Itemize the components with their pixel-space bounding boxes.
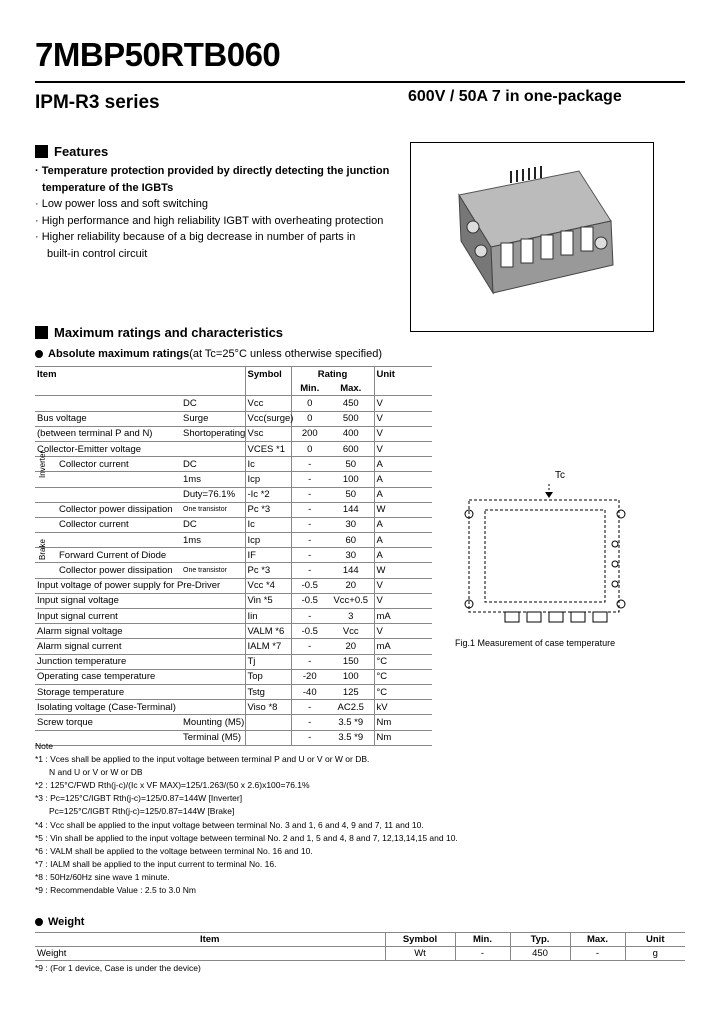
cell-item: Storage temperature bbox=[37, 686, 125, 698]
table-row bbox=[35, 517, 432, 532]
cell-min: - bbox=[291, 563, 328, 578]
note-line: *2 : 125°C/FWD Rth(j-c)/(Ic x VF MAX)=125/1.263/(50 x 2.6)x100=76.1% bbox=[35, 780, 310, 791]
cell-item: Input voltage of power supply for Pre-Driver bbox=[37, 580, 221, 592]
cell-max: Vcc+0.5 bbox=[333, 595, 369, 607]
cell-max: 60 bbox=[345, 534, 357, 546]
ratings-heading bbox=[35, 325, 283, 340]
cell-cond bbox=[181, 700, 245, 715]
cell-symbol: Vcc bbox=[245, 396, 291, 411]
cell-max: 100 bbox=[342, 671, 359, 683]
cell-item: Isolating voltage (Case-Terminal) bbox=[37, 701, 176, 713]
cell-min: - bbox=[291, 639, 328, 654]
cell-max: 50 bbox=[345, 458, 357, 470]
cell-cond: 1ms bbox=[183, 534, 201, 546]
cell-cond: One transistor bbox=[183, 506, 227, 514]
cell-item: Operating case temperature bbox=[37, 671, 156, 683]
cell-symbol: Ic bbox=[245, 457, 291, 472]
cell-unit: A bbox=[374, 472, 432, 487]
header-unit: Unit bbox=[374, 367, 432, 382]
cell-max: 144 bbox=[342, 504, 359, 516]
table-row bbox=[35, 487, 432, 502]
bullet-icon bbox=[35, 918, 43, 926]
table-row bbox=[35, 563, 432, 578]
cell-unit: A bbox=[374, 533, 432, 548]
weight-header-max: Max. bbox=[570, 933, 625, 947]
ratings-table bbox=[35, 366, 432, 746]
cell-item: Forward Current of Diode bbox=[59, 549, 167, 561]
header-max: Max. bbox=[340, 382, 362, 394]
cell-cond bbox=[181, 669, 245, 684]
table-row bbox=[35, 548, 432, 563]
cell-max: 3.5 *9 bbox=[338, 716, 364, 728]
group-inverter: Inverter bbox=[38, 450, 47, 478]
cell-cond bbox=[181, 441, 245, 456]
cell-min: - bbox=[291, 457, 328, 472]
cell-min: 200 bbox=[291, 426, 328, 441]
cell-item: Collector current bbox=[59, 519, 129, 531]
weight-header-item: Item bbox=[199, 934, 220, 945]
ratings-subheading bbox=[35, 348, 382, 360]
cell-max: 30 bbox=[345, 549, 357, 561]
weight-cell-min: - bbox=[455, 947, 510, 961]
features-heading bbox=[35, 144, 108, 159]
cell-min: - bbox=[291, 487, 328, 502]
cell-max: 20 bbox=[345, 640, 357, 652]
bullet-icon bbox=[35, 350, 43, 358]
cell-min: - bbox=[291, 517, 328, 532]
figure-caption: Fig.1 Measurement of case temperature bbox=[455, 638, 616, 648]
cell-unit: V bbox=[374, 426, 432, 441]
cell-symbol: Iin bbox=[245, 609, 291, 624]
cell-symbol: IF bbox=[245, 548, 291, 563]
cell-min: -0.5 bbox=[291, 624, 328, 639]
cell-unit: W bbox=[374, 563, 432, 578]
cell-cond: One transistor bbox=[183, 567, 227, 575]
cell-unit: °C bbox=[374, 654, 432, 669]
cell-min: - bbox=[291, 700, 328, 715]
table-row bbox=[35, 669, 432, 684]
cell-symbol: Tj bbox=[245, 654, 291, 669]
cell-min: - bbox=[291, 715, 328, 730]
cell-max: 144 bbox=[342, 565, 359, 577]
note-line: N and U or V or W or DB bbox=[49, 767, 143, 778]
features-list bbox=[35, 163, 405, 262]
cell-cond bbox=[181, 548, 245, 563]
cell-unit: A bbox=[374, 517, 432, 532]
weight-cell-max: - bbox=[570, 947, 625, 961]
table-row bbox=[35, 654, 432, 669]
cell-cond: DC bbox=[183, 519, 197, 531]
table-row bbox=[35, 639, 432, 654]
page-title: 7MBP50RTB060 bbox=[35, 36, 281, 73]
cell-unit: A bbox=[374, 457, 432, 472]
cell-min: -20 bbox=[291, 669, 328, 684]
product-photo bbox=[410, 142, 654, 332]
cell-symbol bbox=[245, 715, 291, 730]
feature-item: temperature of the IGBTs bbox=[42, 181, 174, 194]
weight-header-symbol: Symbol bbox=[385, 933, 455, 947]
weight-cell-unit: g bbox=[625, 947, 685, 961]
cell-max: 100 bbox=[342, 473, 359, 485]
cell-max: 3.5 *9 bbox=[338, 732, 364, 744]
ratings-heading-text: Maximum ratings and characteristics bbox=[54, 325, 284, 340]
cell-min: - bbox=[291, 654, 328, 669]
section-square-icon bbox=[35, 145, 48, 158]
cell-min: - bbox=[291, 502, 328, 517]
table-row bbox=[35, 457, 432, 472]
ratings-table-wrap bbox=[35, 366, 432, 746]
cell-symbol: VALM *6 bbox=[245, 624, 291, 639]
weight-table-wrap bbox=[35, 932, 685, 961]
case-outline-drawing bbox=[455, 484, 635, 634]
weight-cell-typ: 450 bbox=[510, 947, 570, 961]
cell-item: Collector-Emitter voltage bbox=[37, 443, 142, 455]
cell-min: - bbox=[291, 730, 328, 745]
header-rating: Rating bbox=[291, 367, 374, 382]
header-symbol: Symbol bbox=[245, 367, 291, 382]
cell-item: Collector current bbox=[59, 458, 129, 470]
cell-symbol: Vin *5 bbox=[245, 593, 291, 608]
weight-header-min: Min. bbox=[455, 933, 510, 947]
table-row bbox=[35, 411, 432, 426]
cell-symbol: Viso *8 bbox=[245, 700, 291, 715]
feature-item: · High performance and high reliability IGBT with overheating protection bbox=[35, 214, 384, 227]
cell-unit: V bbox=[374, 411, 432, 426]
cell-cond: Terminal (M5) bbox=[183, 732, 242, 744]
cell-max: AC2.5 bbox=[337, 701, 364, 713]
note-line: *4 : Vcc shall be applied to the input voltage between terminal No. 3 and 1, 6 and 4, 9 and 7, 11 and 10. bbox=[35, 819, 424, 830]
cell-symbol: Icp bbox=[245, 472, 291, 487]
table-row bbox=[35, 609, 432, 624]
weight-heading bbox=[35, 916, 84, 928]
cell-min: 0 bbox=[291, 396, 328, 411]
cell-min: -0.5 bbox=[291, 578, 328, 593]
cell-unit: A bbox=[374, 548, 432, 563]
cell-cond bbox=[181, 593, 245, 608]
cell-cond: Mounting (M5) bbox=[183, 716, 245, 728]
cell-item bbox=[35, 396, 181, 411]
cell-unit: V bbox=[374, 593, 432, 608]
title-rule bbox=[35, 81, 685, 83]
cell-symbol: Icp bbox=[245, 533, 291, 548]
note-line: *1 : Vces shall be applied to the input voltage between terminal P and U or V or W or DB. bbox=[35, 754, 370, 765]
cell-max: 400 bbox=[342, 428, 359, 440]
group-brake: Brake bbox=[38, 539, 47, 560]
cell-cond bbox=[181, 639, 245, 654]
cell-unit: V bbox=[374, 624, 432, 639]
header-min: Min. bbox=[291, 381, 328, 396]
cell-min: - bbox=[291, 472, 328, 487]
cell-unit: mA bbox=[374, 639, 432, 654]
note-line: *3 : Pc=125°C/IGBT Rth(j-c)=125/0.87=144W [Inverter] bbox=[35, 793, 243, 804]
cell-min: -40 bbox=[291, 684, 328, 699]
note-line: *9 : Recommendable Value : 2.5 to 3.0 Nm bbox=[35, 885, 196, 896]
cell-item: Junction temperature bbox=[37, 656, 127, 668]
table-row bbox=[35, 502, 432, 517]
table-row bbox=[35, 624, 432, 639]
weight-cell-item: Weight bbox=[37, 948, 67, 959]
cell-unit: Nm bbox=[374, 730, 432, 745]
cell-cond: DC bbox=[183, 458, 197, 470]
cell-cond bbox=[181, 624, 245, 639]
cell-symbol: Vcc(surge) bbox=[245, 411, 291, 426]
cell-min: - bbox=[291, 533, 328, 548]
cell-max: 30 bbox=[345, 519, 357, 531]
figure-tc-label: Tc bbox=[555, 470, 565, 481]
cell-min: - bbox=[291, 609, 328, 624]
cell-min: -0.5 bbox=[291, 593, 328, 608]
note-line: *7 : IALM shall be applied to the input current to terminal No. 16. bbox=[35, 858, 277, 869]
weight-table bbox=[35, 932, 685, 961]
cell-max: 150 bbox=[342, 656, 359, 668]
cell-item: Collector power dissipation bbox=[59, 565, 173, 577]
notes bbox=[35, 740, 505, 897]
cell-cond bbox=[181, 684, 245, 699]
feature-item: · Higher reliability because of a big decrease in number of parts in bbox=[35, 231, 356, 243]
table-row bbox=[35, 426, 432, 441]
cell-item bbox=[35, 533, 181, 548]
cell-max: Vcc bbox=[342, 625, 359, 637]
cell-cond: DC bbox=[183, 397, 197, 409]
note-line: *8 : 50Hz/60Hz sine wave 1 minute. bbox=[35, 871, 170, 882]
cell-symbol: VCES *1 bbox=[245, 441, 291, 456]
cell-cond: 1ms bbox=[183, 473, 201, 485]
table-row bbox=[35, 396, 432, 411]
cell-symbol: Tstg bbox=[245, 684, 291, 699]
weight-footnote: *9 : (For 1 device, Case is under the device) bbox=[35, 963, 201, 973]
feature-item: · Low power loss and soft switching bbox=[35, 198, 209, 210]
cell-symbol: Pc *3 bbox=[245, 502, 291, 517]
feature-item: built-in control circuit bbox=[47, 247, 148, 260]
cell-item: Bus voltage bbox=[37, 413, 87, 425]
table-row bbox=[35, 593, 432, 608]
cell-item: Alarm signal voltage bbox=[37, 625, 123, 637]
table-row bbox=[35, 533, 432, 548]
cell-max: 500 bbox=[342, 413, 359, 425]
weight-cell-symbol: Wt bbox=[385, 947, 455, 961]
ratings-sub-rest: (at Tc=25°C unless otherwise specified) bbox=[189, 348, 383, 360]
table-row bbox=[35, 715, 432, 730]
table-row bbox=[35, 441, 432, 456]
note-line: Note bbox=[35, 741, 53, 751]
figure-case-temperature bbox=[455, 470, 635, 648]
ipm-module-image bbox=[411, 143, 653, 331]
cell-item bbox=[35, 472, 181, 487]
cell-cond bbox=[181, 609, 245, 624]
cell-cond bbox=[181, 654, 245, 669]
ratings-sub-bold: Absolute maximum ratings bbox=[48, 348, 190, 360]
cell-min: - bbox=[291, 548, 328, 563]
cell-item bbox=[35, 487, 181, 502]
cell-item: Alarm signal current bbox=[37, 640, 122, 652]
header-item: Item bbox=[37, 368, 57, 380]
cell-item: Input signal voltage bbox=[37, 595, 119, 607]
cell-max: 600 bbox=[342, 443, 359, 455]
cell-item: Screw torque bbox=[37, 716, 93, 728]
cell-symbol: IALM *7 bbox=[245, 639, 291, 654]
cell-max: 20 bbox=[345, 580, 357, 592]
cell-min: 0 bbox=[291, 411, 328, 426]
weight-header-unit: Unit bbox=[625, 933, 685, 947]
weight-header-typ: Typ. bbox=[510, 933, 570, 947]
cell-unit: Nm bbox=[374, 715, 432, 730]
features-heading-text: Features bbox=[54, 144, 109, 159]
cell-cond: Surge bbox=[183, 413, 209, 425]
cell-symbol: Pc *3 bbox=[245, 563, 291, 578]
feature-item: · Temperature protection provided by directly detecting the junction bbox=[35, 165, 390, 177]
note-line: *5 : Vin shall be applied to the input voltage between terminal No. 2 and 1, 5 and 4, 8 and 7, 12,13,14,15 and 10. bbox=[35, 832, 458, 843]
section-square-icon bbox=[35, 326, 48, 339]
cell-unit: mA bbox=[374, 609, 432, 624]
note-line: Pc=125°C/IGBT Rth(j-c)=125/0.87=144W [Brake] bbox=[49, 806, 235, 817]
cell-symbol: Ic bbox=[245, 517, 291, 532]
cell-cond: Duty=76.1% bbox=[183, 489, 236, 501]
cell-item: (between terminal P and N) bbox=[37, 428, 153, 440]
cell-unit: kV bbox=[374, 700, 432, 715]
note-line: *6 : VALM shall be applied to the voltage between terminal No. 16 and 10. bbox=[35, 845, 313, 856]
cell-max: 125 bbox=[342, 686, 359, 698]
table-row bbox=[35, 684, 432, 699]
cell-unit: °C bbox=[374, 684, 432, 699]
cell-symbol: Top bbox=[245, 669, 291, 684]
cell-unit: V bbox=[374, 441, 432, 456]
cell-unit: A bbox=[374, 487, 432, 502]
cell-max: 50 bbox=[345, 489, 357, 501]
cell-unit: °C bbox=[374, 669, 432, 684]
cell-cond: Shortoperating bbox=[183, 428, 246, 440]
cell-unit: V bbox=[374, 396, 432, 411]
cell-item: Input signal current bbox=[37, 610, 118, 622]
table-row bbox=[35, 578, 432, 593]
cell-unit: W bbox=[374, 502, 432, 517]
series-label: IPM-R3 series bbox=[35, 92, 160, 113]
table-row bbox=[35, 700, 432, 715]
cell-symbol: Vcc *4 bbox=[245, 578, 291, 593]
package-subtitle: 600V / 50A 7 in one-package bbox=[408, 88, 622, 105]
cell-symbol: -Ic *2 bbox=[245, 487, 291, 502]
cell-symbol: Vsc bbox=[245, 426, 291, 441]
cell-unit: V bbox=[374, 578, 432, 593]
table-row bbox=[35, 472, 432, 487]
weight-heading-text: Weight bbox=[48, 916, 85, 928]
cell-min: 0 bbox=[291, 441, 328, 456]
cell-max: 3 bbox=[348, 610, 354, 622]
cell-item: Collector power dissipation bbox=[59, 504, 173, 516]
cell-max: 450 bbox=[342, 397, 359, 409]
